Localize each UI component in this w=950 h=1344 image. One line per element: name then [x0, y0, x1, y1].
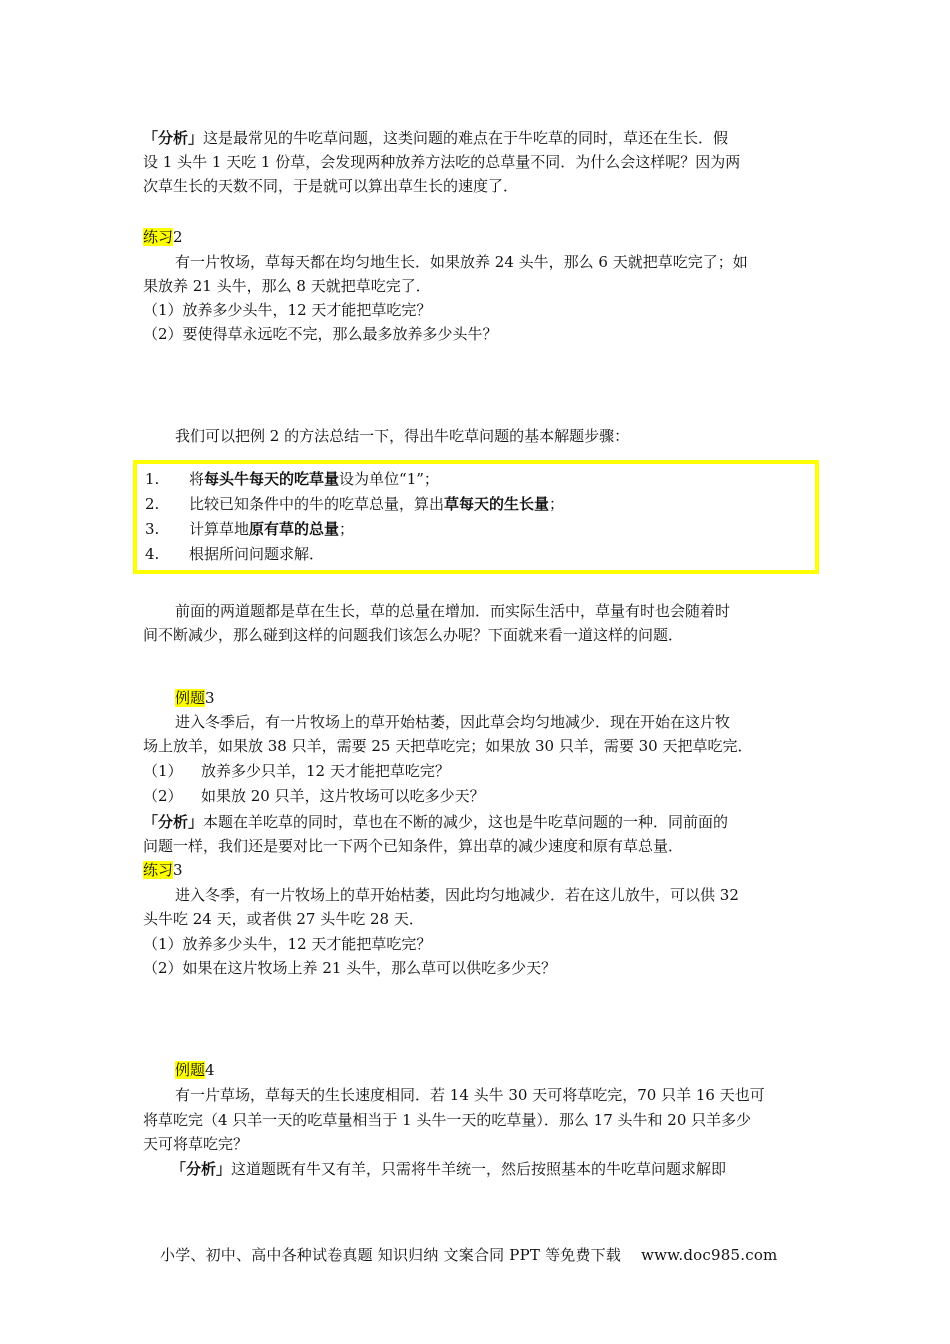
steps-highlight-box: [133, 460, 819, 574]
example-3-line: 场上放羊，如果放 38 只羊，需要 25 天把草吃完；如果放 30 只羊，需要 30 天把草吃完．: [143, 737, 753, 755]
summary-intro: 我们可以把例 2 的方法总结一下，得出牛吃草问题的基本解题步骤：: [175, 427, 630, 445]
step-item: 1. 将每头牛每天的吃草量设为单位“1”；: [145, 470, 439, 488]
transition-line: 前面的两道题都是草在生长，草的总量在增加．而实际生活中，草量有时也会随着时: [175, 602, 731, 620]
analysis-tag: 「分析」: [143, 129, 204, 147]
step-item: 3. 计算草地原有草的总量；: [145, 520, 355, 538]
analysis-paragraph-line: 次草生长的天数不同，于是就可以算出草生长的速度了．: [143, 177, 519, 195]
practice-2-question-1: （1）放养多少头牛，12 天才能把草吃完？: [143, 301, 432, 319]
step-item: 4. 根据所问问题求解．: [145, 545, 325, 563]
example-tag: 例题: [175, 689, 206, 707]
example-4-heading: 例题4: [175, 1061, 215, 1079]
example-3-question-2: （2） 如果放 20 只羊，这片牧场可以吃多少天？: [143, 787, 485, 805]
example-3-analysis: 「分析」本题在羊吃草的同时，草也在不断的减少，这也是牛吃草问题的一种．同前面的: [143, 813, 729, 831]
example-3-question-1: （1） 放养多少只羊，12 天才能把草吃完？: [143, 762, 450, 780]
practice-3-line: 进入冬季，有一片牧场上的草开始枯萎，因此均匀地减少．若在这儿放牛，可以供 32: [175, 886, 739, 904]
practice-3-question-2: （2）如果在这片牧场上养 21 头牛，那么草可以供吃多少天？: [143, 959, 557, 977]
practice-tag: 练习: [143, 228, 174, 246]
example-tag: 例题: [175, 1061, 206, 1079]
practice-3-line: 头牛吃 24 天，或者供 27 头牛吃 28 天．: [143, 910, 424, 928]
example-4-line: 有一片草场，草每天的生长速度相同．若 14 头牛 30 天可将草吃完，70 只羊 16 天也可: [175, 1086, 765, 1104]
example-4-line: 天可将草吃完？: [143, 1135, 249, 1153]
practice-tag: 练习: [143, 861, 174, 879]
practice-2-heading: 练习2: [143, 228, 183, 246]
footer-text: 小学、初中、高中各种试卷真题 知识归纳 文案合同 PPT 等免费下载: [160, 1246, 622, 1264]
practice-3-heading: 练习3: [143, 861, 183, 879]
practice-2-line: 果放养 21 头牛，那么 8 天就把草吃完了．: [143, 277, 431, 295]
example-3-line: 进入冬季后，有一片牧场上的草开始枯萎，因此草会均匀地减少．现在开始在这片牧: [175, 713, 731, 731]
example-4-line: 将草吃完（4 只羊一天的吃草量相当于 1 头牛一天的吃草量）．那么 17 头牛和 20 只羊多少: [143, 1111, 752, 1129]
practice-2-line: 有一片牧场，草每天都在均匀地生长．如果放养 24 头牛，那么 6 天就把草吃完了；如: [175, 253, 748, 271]
practice-2-question-2: （2）要使得草永远吃不完，那么最多放养多少头牛？: [143, 325, 498, 343]
example-4-analysis: 「分析」这道题既有牛又有羊，只需将牛羊统一，然后按照基本的牛吃草问题求解即: [171, 1160, 727, 1178]
analysis-paragraph-line: 设 1 头牛 1 天吃 1 份草，会发现两种放养方法吃的总草量不同．为什么会这样呢？因为两: [143, 153, 741, 171]
analysis-paragraph-line: 「分析」这是最常见的牛吃草问题，这类问题的难点在于牛吃草的同时，草还在生长．假: [143, 129, 729, 147]
practice-3-question-1: （1）放养多少头牛，12 天才能把草吃完？: [143, 935, 432, 953]
example-3-heading: 例题3: [175, 689, 215, 707]
page-footer: [160, 1244, 800, 1265]
example-3-analysis: 问题一样，我们还是要对比一下两个已知条件，算出草的减少速度和原有草总量．: [143, 837, 684, 855]
step-item: 2. 比较已知条件中的牛的吃草总量，算出草每天的生长量；: [145, 495, 565, 513]
transition-line: 间不断减少，那么碰到这样的问题我们该怎么办呢？下面就来看一道这样的问题．: [143, 626, 684, 644]
footer-link[interactable]: www.doc985.com: [641, 1246, 778, 1264]
